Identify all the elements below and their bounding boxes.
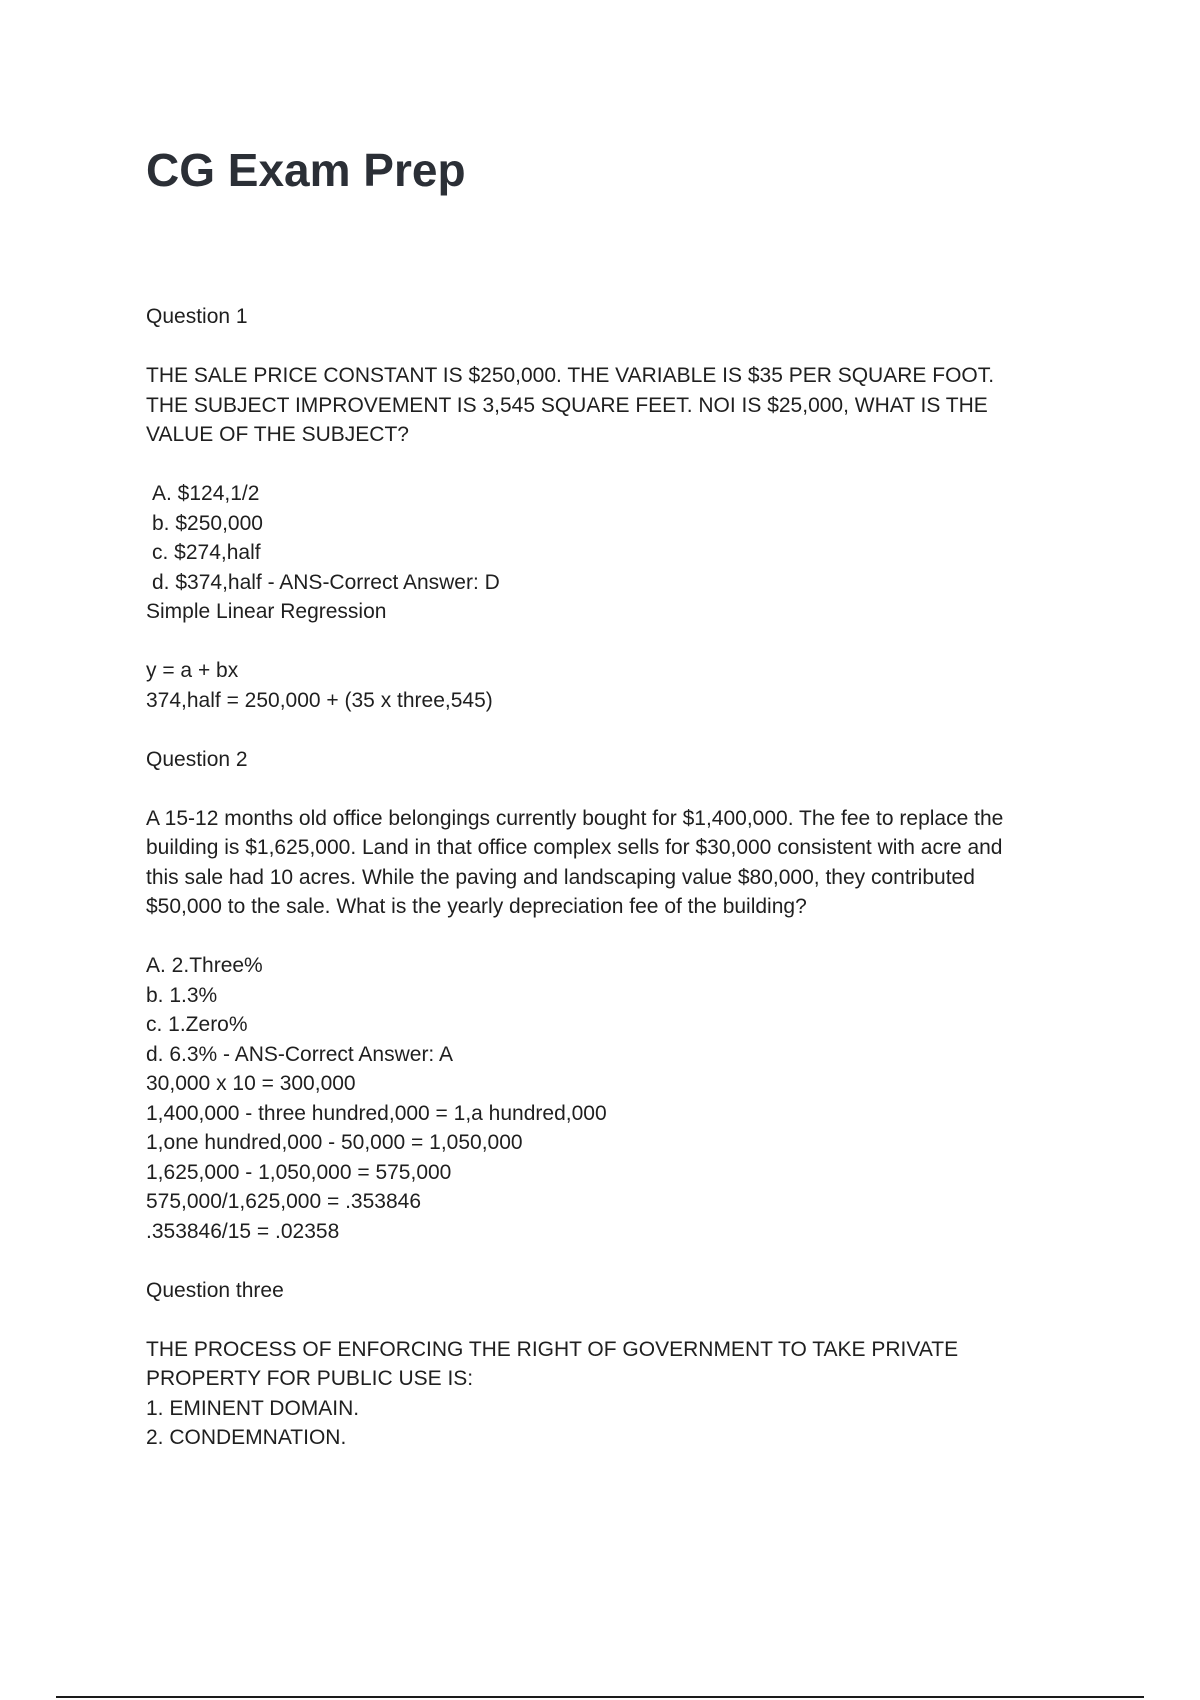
question-2-option-c: c. 1.Zero%	[146, 1013, 248, 1036]
question-2-option-a: A. 2.Three%	[146, 954, 263, 977]
question-2-text-line: $50,000 to the sale. What is the yearly depreciation fee of the building?	[146, 895, 807, 918]
question-3-text-line: PROPERTY FOR PUBLIC USE IS:	[146, 1367, 474, 1390]
spacer	[146, 715, 1066, 745]
spacer	[146, 450, 1066, 480]
question-2-work-line: 1,400,000 - three hundred,000 = 1,a hundred,000	[146, 1101, 607, 1125]
footer-divider	[56, 1696, 1144, 1698]
question-3-item: 1. EMINENT DOMAIN.	[146, 1396, 360, 1420]
spacer	[146, 332, 1066, 362]
question-2-work-line: 1,625,000 - 1,050,000 = 575,000	[146, 1160, 452, 1184]
question-2-heading: Question 2	[146, 747, 248, 771]
question-2-option-b: b. 1.3%	[146, 983, 218, 1007]
question-2-text-line: this sale had 10 acres. While the paving and landscaping value $80,000, they contributed	[146, 865, 975, 889]
spacer	[146, 627, 1066, 657]
spacer	[146, 774, 1066, 804]
question-1	[146, 302, 1066, 715]
spacer	[146, 1305, 1066, 1335]
question-1-work-line: 374,half = 250,000 + (35 x three,545)	[146, 688, 493, 712]
question-2	[146, 745, 1066, 1247]
question-2-work-line: .353846/15 = .02358	[146, 1219, 340, 1243]
question-1-work-line: y = a + bx	[146, 659, 239, 682]
question-2-text-line: A 15-12 months old office belongings currently bought for $1,400,000. The fee to replace the	[146, 806, 1004, 830]
question-3-text-line: THE PROCESS OF ENFORCING THE RIGHT OF GOVERNMENT TO TAKE PRIVATE	[146, 1337, 959, 1361]
question-3	[146, 1276, 1066, 1453]
question-2-work-line: 575,000/1,625,000 = .353846	[146, 1190, 422, 1213]
page-title: CG Exam Prep	[146, 144, 466, 196]
question-2-work-line: 1,one hundred,000 - 50,000 = 1,050,000	[146, 1131, 523, 1154]
spacer	[146, 1246, 1066, 1276]
question-1-text-line: VALUE OF THE SUBJECT?	[146, 423, 409, 446]
question-1-topic: Simple Linear Regression	[146, 600, 387, 623]
question-1-heading: Question 1	[146, 305, 248, 328]
question-2-text-line: building is $1,625,000. Land in that office complex sells for $30,000 consistent with acre and	[146, 836, 1003, 859]
question-3-heading: Question three	[146, 1278, 284, 1302]
document-content	[146, 302, 1066, 1453]
spacer	[146, 922, 1066, 952]
question-1-text-line: THE SALE PRICE CONSTANT IS $250,000. THE VARIABLE IS $35 PER SQUARE FOOT.	[146, 364, 995, 387]
question-1-text-line: THE SUBJECT IMPROVEMENT IS 3,545 SQUARE FEET. NOI IS $25,000, WHAT IS THE	[146, 393, 988, 417]
question-1-option-a: A. $124,1/2	[152, 482, 260, 505]
question-3-item: 2. CONDEMNATION.	[146, 1426, 347, 1449]
question-1-option-c: c. $274,half	[152, 541, 261, 564]
question-1-option-d: d. $374,half - ANS-Correct Answer: D	[152, 570, 500, 594]
question-1-option-b: b. $250,000	[152, 511, 263, 535]
question-2-option-d: d. 6.3% - ANS-Correct Answer: A	[146, 1042, 453, 1066]
question-2-work-line: 30,000 x 10 = 300,000	[146, 1072, 356, 1095]
